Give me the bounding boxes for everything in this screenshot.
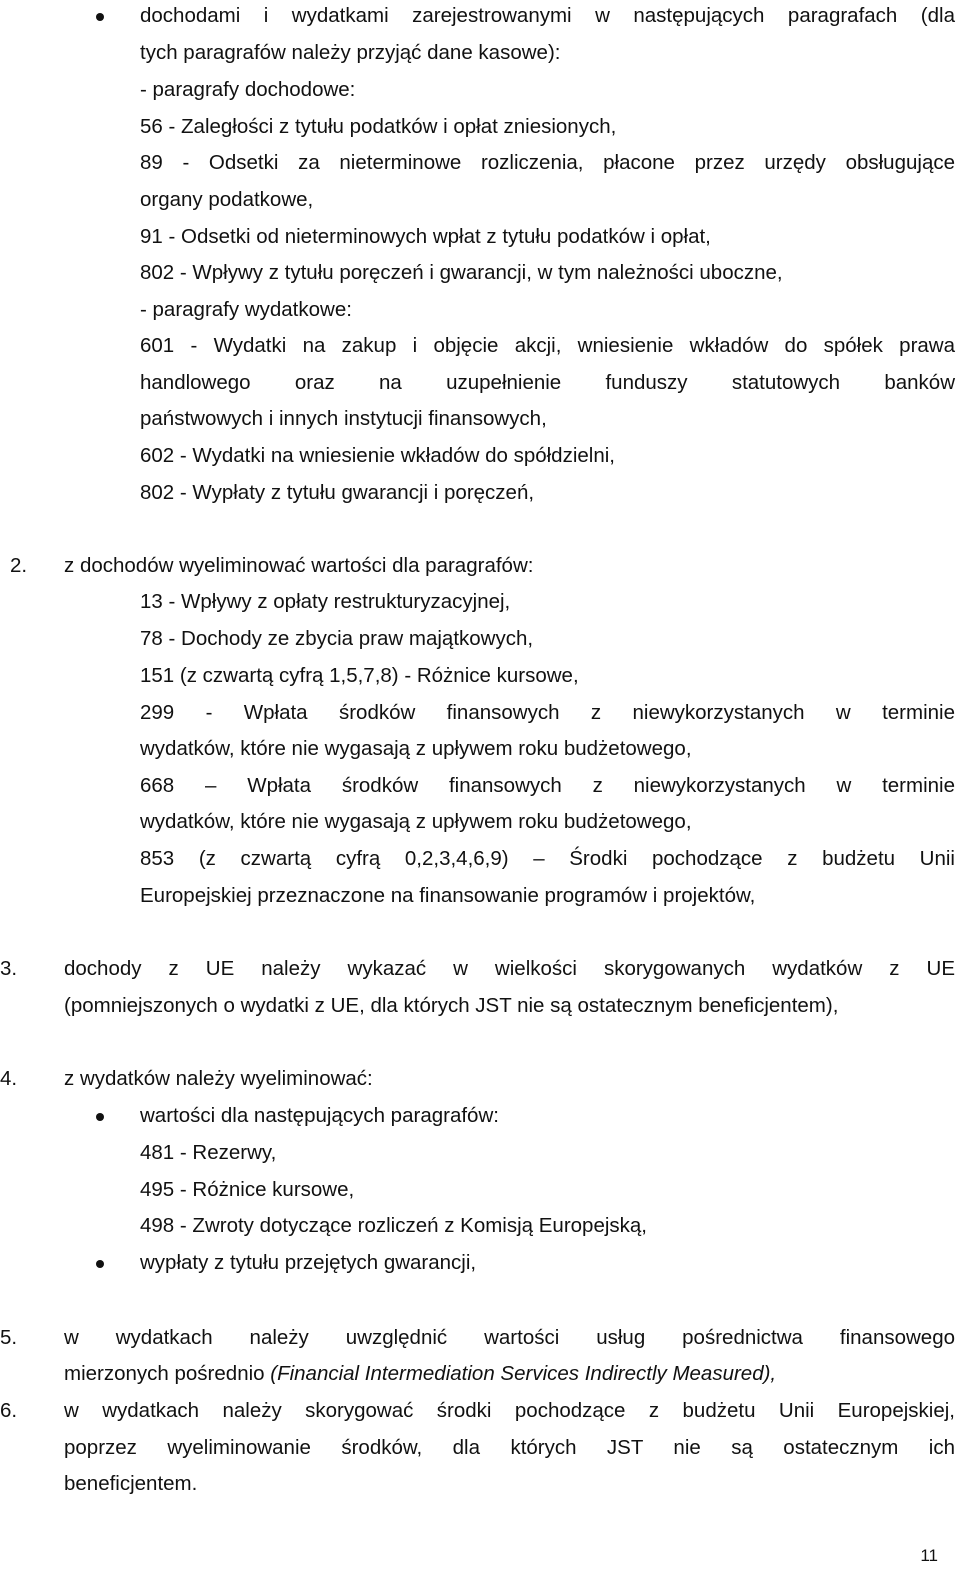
text-italic: (Financial Intermediation Services Indirectly Measured),: [270, 1362, 777, 1385]
text-line: 91 - Odsetki od nieterminowych wpłat z tytułu podatków i opłat,: [140, 225, 711, 248]
text-line: [64, 1362, 776, 1386]
list-number: 4.: [0, 1067, 18, 1090]
text-line: wartości dla następujących paragrafów:: [140, 1104, 499, 1127]
text-line: 802 - Wypłaty z tytułu gwarancji i poręczeń,: [140, 481, 535, 504]
list-number: 3.: [0, 957, 18, 980]
text-line: wydatków, które nie wygasają z upływem roku budżetowego,: [140, 737, 692, 760]
text-line: (pomniejszonych o wydatki z UE, dla których JST nie są ostatecznym beneficjentem),: [64, 994, 839, 1017]
text-line: 495 - Różnice kursowe,: [140, 1178, 355, 1201]
text-line: 89 - Odsetki za nieterminowe rozliczenia, płacone przez urzędy obsługujące: [140, 151, 955, 174]
text-line: 802 - Wpływy z tytułu poręczeń i gwarancji, w tym należności uboczne,: [140, 261, 783, 284]
text-line: wydatków, które nie wygasają z upływem roku budżetowego,: [140, 810, 692, 833]
text-line: w wydatkach należy skorygować środki pochodzące z budżetu Unii Europejskiej,: [64, 1399, 955, 1422]
text-line: dochodami i wydatkami zarejestrowanymi w następujących paragrafach (dla: [140, 4, 955, 27]
text-line: tych paragrafów należy przyjąć dane kasowe):: [140, 41, 561, 64]
text-line: - paragrafy wydatkowe:: [140, 298, 352, 321]
text-line: 498 - Zwroty dotyczące rozliczeń z Komisją Europejską,: [140, 1214, 648, 1237]
text-line: beneficjentem.: [64, 1472, 198, 1495]
page-number: 11: [920, 1546, 938, 1565]
text-line: - paragrafy dochodowe:: [140, 78, 356, 101]
text-line: organy podatkowe,: [140, 188, 314, 211]
text-line: 481 - Rezerwy,: [140, 1141, 277, 1164]
text-line: 668 – Wpłata środków finansowych z niewykorzystanych w terminie: [140, 774, 955, 797]
text-line: 151 (z czwartą cyfrą 1,5,7,8) - Różnice kursowe,: [140, 664, 579, 687]
text-line: 13 - Wpływy z opłaty restrukturyzacyjnej,: [140, 590, 511, 613]
text-line: 853 (z czwartą cyfrą 0,2,3,4,6,9) – Środki pochodzące z budżetu Unii: [140, 847, 955, 870]
text-line: 601 - Wydatki na zakup i objęcie akcji, wniesienie wkładów do spółek prawa: [140, 334, 955, 357]
text-plain: mierzonych pośrednio: [64, 1362, 271, 1385]
list-number: 2.: [10, 554, 28, 577]
bullet-icon: [96, 1260, 104, 1268]
text-line: z dochodów wyeliminować wartości dla paragrafów:: [64, 554, 534, 577]
text-line: z wydatków należy wyeliminować:: [64, 1067, 373, 1090]
text-line: 78 - Dochody ze zbycia praw majątkowych,: [140, 627, 534, 650]
text-line: wypłaty z tytułu przejętych gwarancji,: [140, 1251, 477, 1274]
text-line: dochody z UE należy wykazać w wielkości skorygowanych wydatków z UE: [64, 957, 955, 980]
text-line: Europejskiej przeznaczone na finansowanie programów i projektów,: [140, 884, 756, 907]
text-line: 299 - Wpłata środków finansowych z niewykorzystanych w terminie: [140, 701, 955, 724]
list-number: 5.: [0, 1326, 18, 1349]
bullet-icon: [96, 1113, 104, 1121]
text-line: 56 - Zaległości z tytułu podatków i opłat zniesionych,: [140, 115, 617, 138]
text-line: poprzez wyeliminowanie środków, dla których JST nie są ostatecznym ich: [64, 1436, 955, 1459]
text-line: państwowych i innych instytucji finansowych,: [140, 407, 547, 430]
text-line: w wydatkach należy uwzględnić wartości usług pośrednictwa finansowego: [64, 1326, 955, 1349]
list-number: 6.: [0, 1399, 18, 1422]
text-line: 602 - Wydatki na wniesienie wkładów do spółdzielni,: [140, 444, 615, 467]
text-line: handlowego oraz na uzupełnienie funduszy statutowych banków: [140, 371, 955, 394]
bullet-icon: [96, 13, 104, 21]
